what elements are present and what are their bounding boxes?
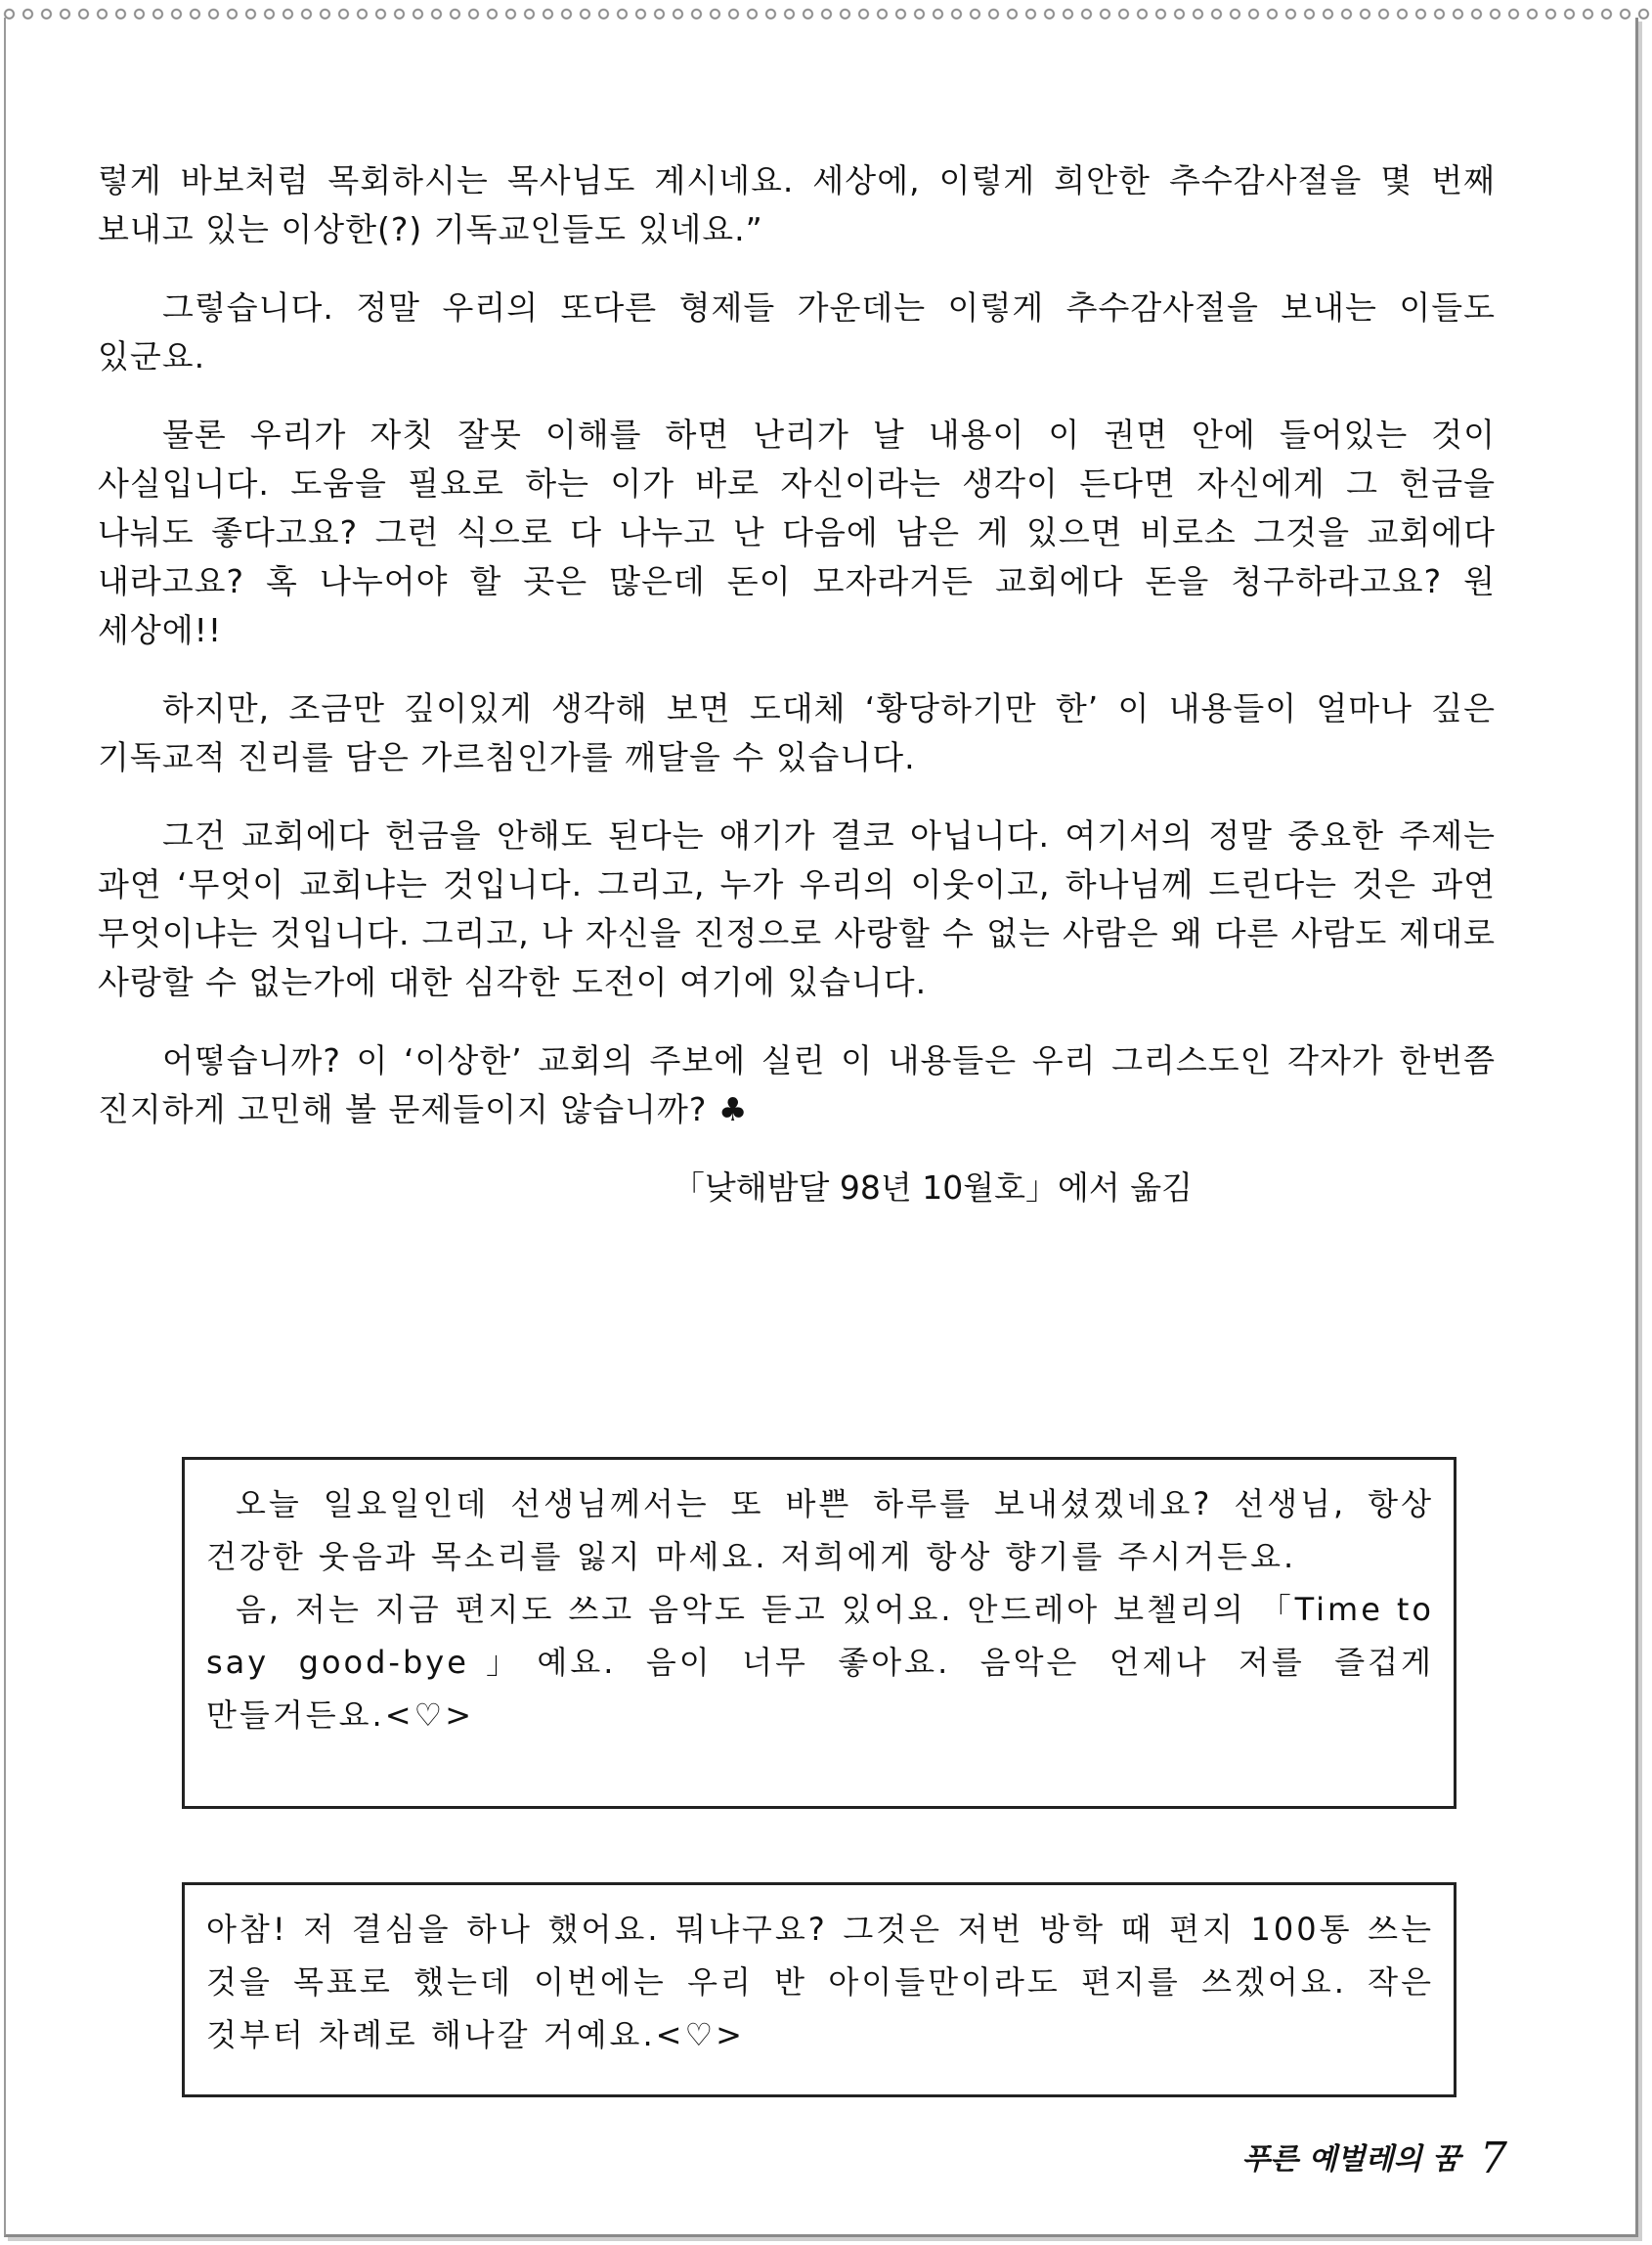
paragraph-1: 렇게 바보처럼 목회하시는 목사님도 계시네요. 세상에, 이렇게 희안한 추수감사절을 몇 번째 보내고 있는 이상한(?) 기독교인들도 있네요.” bbox=[98, 161, 1496, 248]
footer-title: 푸른 예벌레의 꿈 bbox=[1241, 2142, 1460, 2177]
source-note: 「낮해밤달 98년 10월호」에서 옮김 bbox=[672, 1168, 1193, 1207]
paragraph-3: 물론 우리가 자칫 잘못 이해를 하면 난리가 날 내용이 이 권면 안에 들어있는 것이 사실입니다. 도움을 필요로 하는 이가 바로 자신이라는 생각이 든다면 자신에게 그 헌금을 나눠도 좋다고요? 그런 식으로 다 나누고 난 다음에 남은 게 있으면 비로소 그것을 교회에다 내라고요? 혹 나누어야 할 곳은 많은데 돈이 모자라거든 교회에다 돈을 청구하라고요? 원 세상에!! bbox=[98, 416, 1496, 649]
page-footer bbox=[1241, 2134, 1507, 2183]
paragraph-6: 어떻습니까? 이 ‘이상한’ 교회의 주보에 실린 이 내용들은 우리 그리스도인 각자가 한번쯤 진지하게 고민해 볼 문제들이지 않습니까? ♣ bbox=[98, 1041, 1496, 1128]
article-body bbox=[98, 156, 1496, 1212]
paragraph-2: 그렇습니다. 정말 우리의 또다른 형제들 가운데는 이렇게 추수감사절을 보내는 이들도 있군요. bbox=[98, 288, 1496, 375]
letter-box-2 bbox=[182, 1882, 1456, 2097]
page-number: 7 bbox=[1480, 2134, 1507, 2183]
letter-1-paragraph-1: 오늘 일요일인데 선생님께서는 또 바쁜 하루를 보내셨겠네요? 선생님, 항상 건강한 웃음과 목소리를 잃지 마세요. 저희에게 항상 향기를 주시거든요. bbox=[206, 1485, 1434, 1575]
letter-box-1 bbox=[182, 1457, 1456, 1809]
paragraph-5: 그건 교회에다 헌금을 안해도 된다는 얘기가 결코 아닙니다. 여기서의 정말 중요한 주제는 과연 ‘무엇이 교회냐는 것입니다. 그리고, 누가 우리의 이웃이고, 하나님께 드린다는 것은 과연 무엇이냐는 것입니다. 그리고, 나 자신을 진정으로 사랑할 수 없는 사람은 왜 다른 사람도 제대로 사랑할 수 없는가에 대한 심각한 도전이 여기에 있습니다. bbox=[98, 816, 1496, 1001]
letter-1-paragraph-2: 음, 저는 지금 편지도 쓰고 음악도 듣고 있어요. 안드레아 보첼리의 「Time to say good-bye」예요. 음이 너무 좋아요. 음악은 언제나 저를 즐겁게 만들거든요.<♡> bbox=[206, 1591, 1434, 1734]
letter-2-paragraph-1: 아참! 저 결심을 하나 했어요. 뭐냐구요? 그것은 저번 방학 때 편지 100통 쓰는 것을 목표로 했는데 이번에는 우리 반 아이들만이라도 편지를 쓰겠어요. 작은 것부터 차례로 해나갈 거예요.<♡> bbox=[206, 1911, 1434, 2053]
paragraph-4: 하지만, 조금만 깊이있게 생각해 보면 도대체 ‘황당하기만 한’ 이 내용들이 얼마나 깊은 기독교적 진리를 담은 가르침인가를 깨달을 수 있습니다. bbox=[98, 689, 1496, 776]
